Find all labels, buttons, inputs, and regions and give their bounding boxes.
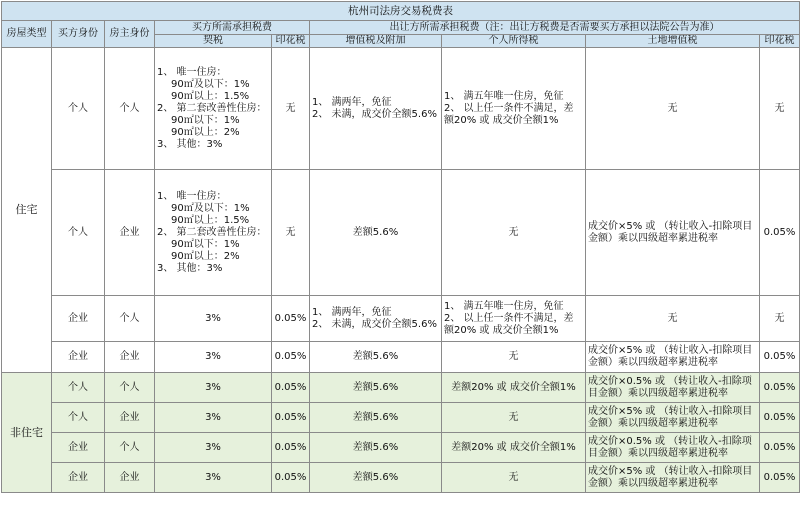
stamp-buyer-cell: 0.05% <box>272 342 310 373</box>
deed-line: 90㎡以上：2% <box>171 126 240 138</box>
stamp-seller-cell: 0.05% <box>760 433 800 463</box>
stamp-buyer-cell: 0.05% <box>272 433 310 463</box>
land-vat-cell: 成交价×5% 或 （转让收入-扣除项目金额）乘以四级超率累进税率 <box>586 170 760 296</box>
header-seller-group: 出让方所需承担税费（注：出让方税费是否需要买方承担以法院公告为准） <box>310 21 800 35</box>
vat-cell: 差额5.6% <box>310 463 442 493</box>
header-income-tax: 个人所得税 <box>442 35 586 48</box>
header-owner-identity: 房主身份 <box>105 21 155 48</box>
vat-cell: 差额5.6% <box>310 403 442 433</box>
deed-line: 2、 第二套改善性住房： <box>157 226 267 238</box>
stamp-seller-cell: 0.05% <box>760 342 800 373</box>
table-row <box>2 403 800 433</box>
owner-cell: 个人 <box>105 48 155 170</box>
category-non-residential: 非住宅 <box>2 373 52 493</box>
land-vat-cell: 无 <box>586 296 760 342</box>
header-property-type: 房屋类型 <box>2 21 52 48</box>
deed-tax-cell: 3% <box>155 373 272 403</box>
deed-line: 1、 唯一住房： <box>157 66 227 78</box>
buyer-cell: 个人 <box>52 403 105 433</box>
deed-tax-cell: 3% <box>155 342 272 373</box>
land-vat-cell: 成交价×5% 或 （转让收入-扣除项目金额）乘以四级超率累进税率 <box>586 403 760 433</box>
deed-line: 90㎡及以下：1% <box>171 78 250 90</box>
deed-tax-detail <box>155 170 272 296</box>
table-row <box>2 48 800 170</box>
deed-line: 90㎡及以下：1% <box>171 202 250 214</box>
deed-line: 90㎡以上：1.5% <box>171 90 250 102</box>
land-vat-cell: 成交价×0.5% 或 （转让收入-扣除项目金额）乘以四级超率累进税率 <box>586 433 760 463</box>
stamp-buyer-cell: 无 <box>272 48 310 170</box>
vat-cell: 差额5.6% <box>310 170 442 296</box>
table-title: 杭州司法房交易税费表 <box>2 2 800 21</box>
deed-line: 90㎡以上：1.5% <box>171 214 250 226</box>
income-tax-cell: 无 <box>442 170 586 296</box>
table-row <box>2 170 800 296</box>
land-vat-cell: 成交价×5% 或 （转让收入-扣除项目金额）乘以四级超率累进税率 <box>586 342 760 373</box>
buyer-cell: 企业 <box>52 296 105 342</box>
category-residential: 住宅 <box>2 48 52 373</box>
buyer-cell: 企业 <box>52 342 105 373</box>
table-row <box>2 433 800 463</box>
stamp-buyer-cell: 0.05% <box>272 463 310 493</box>
deed-tax-cell: 3% <box>155 463 272 493</box>
owner-cell: 企业 <box>105 170 155 296</box>
header-stamp-tax-buyer: 印花税 <box>272 35 310 48</box>
stamp-buyer-cell: 无 <box>272 170 310 296</box>
income-tax-cell: 1、 满五年唯一住房，免征 2、 以上任一条件不满足，差额20% 或 成交价全额1% <box>442 296 586 342</box>
stamp-seller-cell: 0.05% <box>760 403 800 433</box>
vat-cell: 1、 满两年，免征 2、 未满，成交价全额5.6% <box>310 296 442 342</box>
table-row <box>2 463 800 493</box>
header-land-vat: 土地增值税 <box>586 35 760 48</box>
tax-fee-table <box>1 1 800 493</box>
buyer-cell: 个人 <box>52 48 105 170</box>
table-row <box>2 373 800 403</box>
deed-line: 90㎡以下：1% <box>171 238 240 250</box>
income-tax-cell: 无 <box>442 403 586 433</box>
income-tax-cell: 无 <box>442 463 586 493</box>
stamp-seller-cell: 0.05% <box>760 170 800 296</box>
buyer-cell: 企业 <box>52 433 105 463</box>
land-vat-cell: 无 <box>586 48 760 170</box>
header-buyer-identity: 买方身份 <box>52 21 105 48</box>
owner-cell: 企业 <box>105 463 155 493</box>
table-row <box>2 296 800 342</box>
vat-cell: 差额5.6% <box>310 342 442 373</box>
income-tax-cell: 差额20% 或 成交价全额1% <box>442 373 586 403</box>
buyer-cell: 企业 <box>52 463 105 493</box>
buyer-cell: 个人 <box>52 373 105 403</box>
deed-line: 90㎡以上：2% <box>171 250 240 262</box>
vat-cell: 差额5.6% <box>310 373 442 403</box>
deed-tax-cell: 3% <box>155 433 272 463</box>
stamp-buyer-cell: 0.05% <box>272 373 310 403</box>
owner-cell: 个人 <box>105 373 155 403</box>
buyer-cell: 个人 <box>52 170 105 296</box>
header-buyer-group: 买方所需承担税费 <box>155 21 310 35</box>
deed-tax-cell: 3% <box>155 403 272 433</box>
stamp-buyer-cell: 0.05% <box>272 296 310 342</box>
vat-cell: 差额5.6% <box>310 433 442 463</box>
header-vat: 增值税及附加 <box>310 35 442 48</box>
header-stamp-tax-seller: 印花税 <box>760 35 800 48</box>
deed-tax-detail <box>155 48 272 170</box>
deed-line: 3、 其他：3% <box>157 262 223 274</box>
table-row <box>2 342 800 373</box>
deed-tax-cell: 3% <box>155 296 272 342</box>
deed-line: 3、 其他：3% <box>157 138 223 150</box>
income-tax-cell: 差额20% 或 成交价全额1% <box>442 433 586 463</box>
land-vat-cell: 成交价×5% 或 （转让收入-扣除项目金额）乘以四级超率累进税率 <box>586 463 760 493</box>
header-deed-tax: 契税 <box>155 35 272 48</box>
deed-line: 1、 唯一住房： <box>157 190 227 202</box>
stamp-seller-cell: 无 <box>760 48 800 170</box>
vat-cell: 1、 满两年，免征 2、 未满，成交价全额5.6% <box>310 48 442 170</box>
owner-cell: 个人 <box>105 296 155 342</box>
stamp-seller-cell: 0.05% <box>760 463 800 493</box>
income-tax-cell: 无 <box>442 342 586 373</box>
land-vat-cell: 成交价×0.5% 或 （转让收入-扣除项目金额）乘以四级超率累进税率 <box>586 373 760 403</box>
stamp-seller-cell: 0.05% <box>760 373 800 403</box>
owner-cell: 企业 <box>105 342 155 373</box>
deed-line: 2、 第二套改善性住房： <box>157 102 267 114</box>
owner-cell: 个人 <box>105 433 155 463</box>
owner-cell: 企业 <box>105 403 155 433</box>
stamp-buyer-cell: 0.05% <box>272 403 310 433</box>
deed-line: 90㎡以下：1% <box>171 114 240 126</box>
income-tax-cell: 1、 满五年唯一住房，免征 2、 以上任一条件不满足，差额20% 或 成交价全额1% <box>442 48 586 170</box>
stamp-seller-cell: 无 <box>760 296 800 342</box>
